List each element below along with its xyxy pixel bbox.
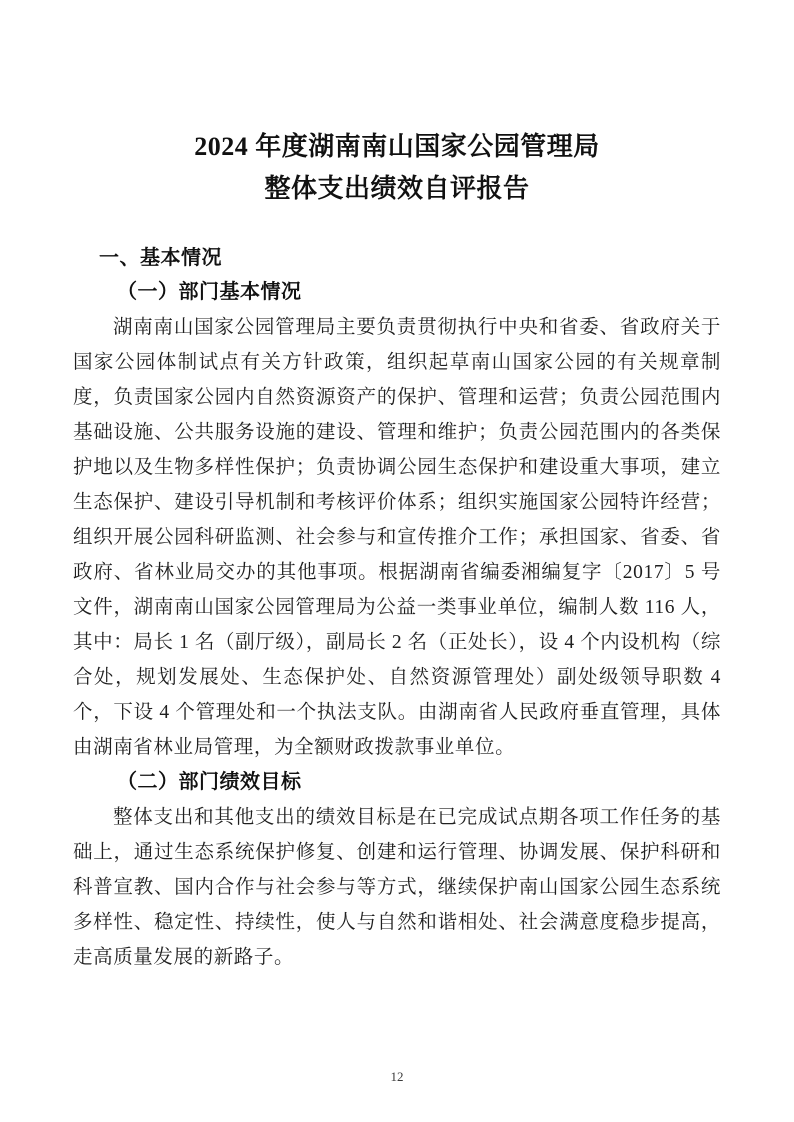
page-title [73, 0, 721, 210]
paragraph-department-basic-situation: 湖南南山国家公园管理局主要负责贯彻执行中央和省委、省政府关于国家公园体制试点有关方针政策，组织起草南山国家公园的有关规章制度，负责国家公园内自然资源资产的保护、管理和运营；负责公园范围内基础设施、公共服务设施的建设、管理和维护；负责公园范围内的各类保护地以及生物多样性保护；负责协调公园生态保护和建设重大事项，建立生态保护、建设引导机制和考核评价体系；组织实施国家公园特许经营；组织开展公园科研监测、社会参与和宣传推介工作；承担国家、省委、省政府、省林业局交办的其他事项。根据湖南省编委湘编复字〔2017〕5 号文件，湖南南山国家公园管理局为公益一类事业单位，编制人数 116 人，其中：局长 1 名（副厅级），副局长 2 名（正处长），设 4 个内设机构（综合处，规划发展处、生态保护处、自然资源管理处）副处级领导职数 4 个，下设 4 个管理处和一个执法支队。由湖南省人民政府垂直管理，具体由湖南省林业局管理，为全额财政拨款事业单位。 [73, 317, 721, 758]
paragraph-department-performance-goals: 整体支出和其他支出的绩效目标是在已完成试点期各项工作任务的基础上，通过生态系统保护修复、创建和运行管理、协调发展、保护科研和科普宣教、国内合作与社会参与等方式，继续保护南山国家公园生态系统多样性、稳定性、持续性，使人与自然和谐相处、社会满意度稳步提高，走高质量发展的新路子。 [73, 807, 721, 968]
page-title-line-1: 2024 年度湖南南山国家公园管理局 [194, 132, 600, 161]
document-content [73, 0, 721, 975]
page-number: 12 [390, 1069, 404, 1084]
page-footer [0, 1068, 794, 1086]
section-heading-basic-situation: 一、基本情况 [99, 247, 222, 269]
subsection-heading-department-performance-goals: （二）部门绩效目标 [117, 771, 302, 793]
page-title-line-2: 整体支出绩效自评报告 [264, 174, 530, 203]
subsection-heading-department-basic-situation: （一）部门基本情况 [117, 281, 302, 303]
